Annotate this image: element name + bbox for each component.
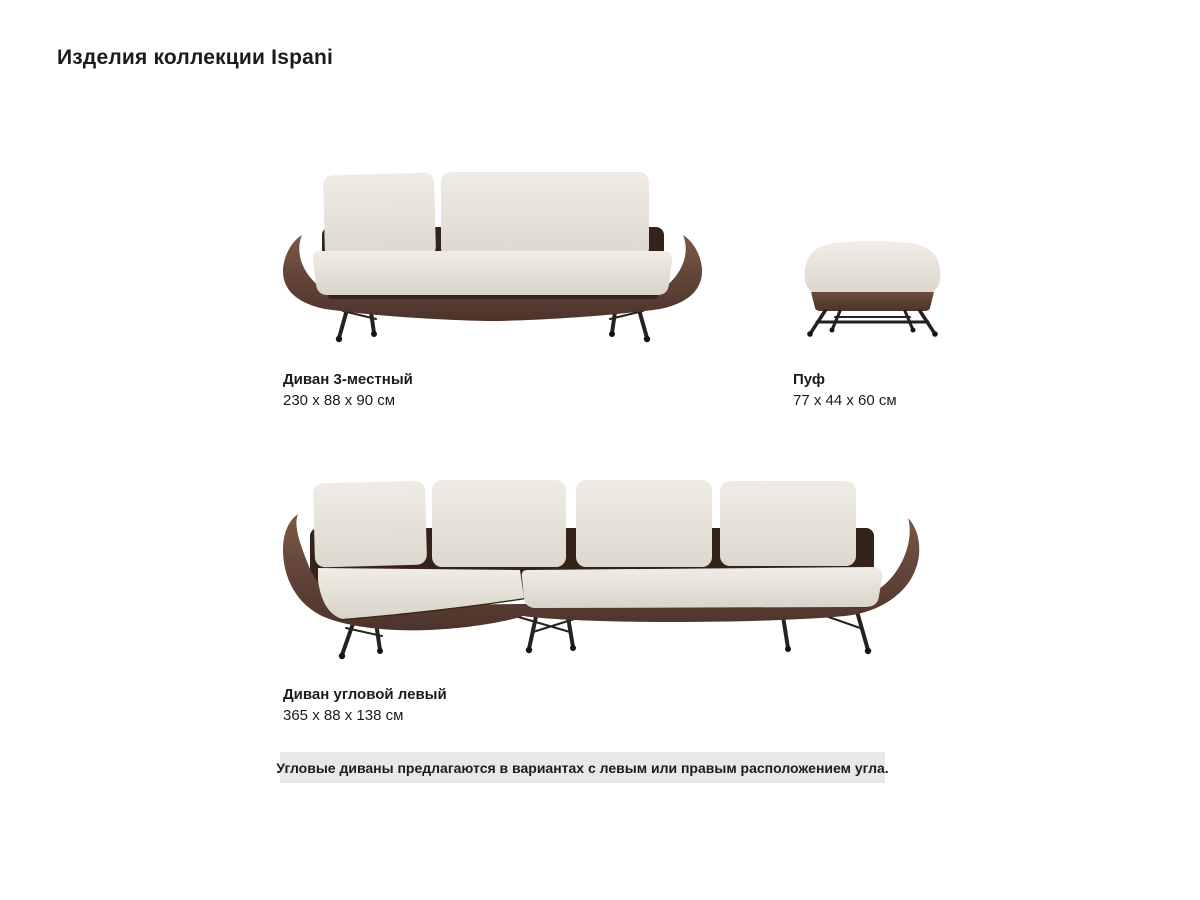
product-name: Диван 3-местный <box>283 371 413 388</box>
corner-sofa-note <box>276 752 889 783</box>
corner-back-cushions <box>313 480 856 567</box>
pouf-cushion <box>805 241 941 294</box>
pouf-leather-base <box>811 292 934 311</box>
product-name: Пуф <box>793 371 826 388</box>
sofa-seat-cushion <box>313 251 672 295</box>
page-title: Изделия коллекции Ispani <box>57 46 334 69</box>
sofa-corner-left-image <box>280 466 925 662</box>
corner-leg-feet <box>339 645 871 659</box>
pouf-leg-feet <box>807 328 938 337</box>
caption-sofa-3-seat <box>283 370 413 411</box>
sofa-leg-feet <box>336 331 650 342</box>
corner-right-seat-cushion <box>522 567 882 608</box>
sofa-back-cushions <box>323 172 649 259</box>
sofa-3-seat-illustration <box>280 151 705 351</box>
pouf-image <box>795 236 950 338</box>
caption-pouf <box>793 370 897 411</box>
caption-sofa-corner-left <box>283 685 447 726</box>
product-dimensions: 365 x 88 x 138 см <box>283 707 404 724</box>
product-dimensions: 230 x 88 x 90 см <box>283 392 396 409</box>
product-name: Диван угловой левый <box>283 686 447 703</box>
corner-sofa-note-text: Угловые диваны предлагаются в вариантах с левым или правым расположением угла. <box>276 759 889 776</box>
pouf-legs <box>810 311 935 334</box>
pouf-illustration <box>795 236 950 338</box>
product-dimensions: 77 x 44 x 60 см <box>793 392 897 409</box>
sofa-3-seat-image <box>280 151 705 351</box>
sofa-corner-left-illustration <box>280 466 925 662</box>
